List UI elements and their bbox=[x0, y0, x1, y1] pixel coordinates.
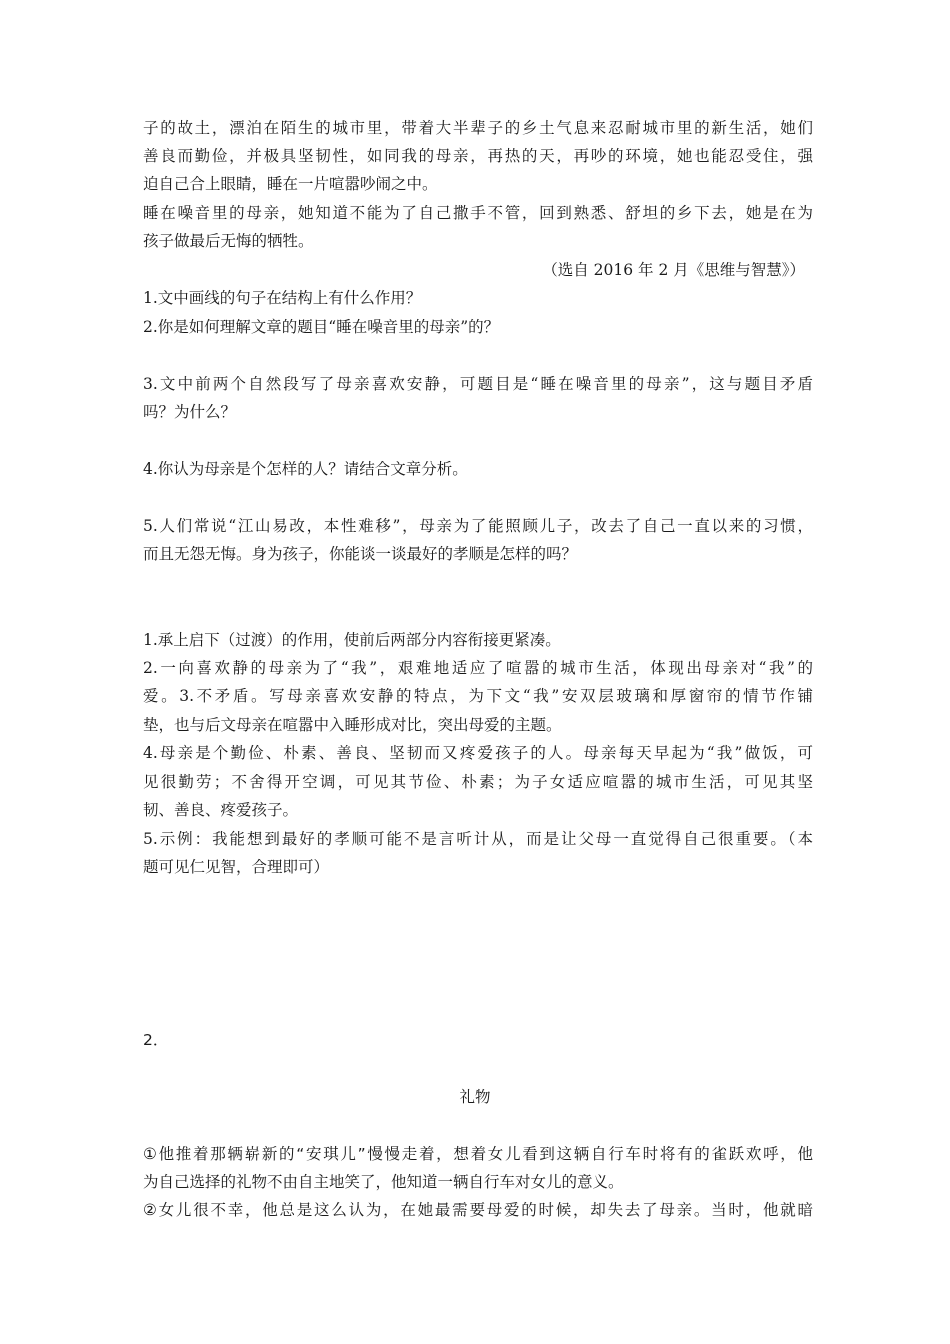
source-citation: （选自 2016 年 2 月《思维与智慧》） bbox=[542, 261, 805, 279]
answer-line: 韧、善良、疼爱孩子。 bbox=[143, 801, 299, 819]
answer-line: 4.母亲是个勤俭、朴素、善良、坚韧而又疼爱孩子的人。母亲每天早起为“我”做饭，可 bbox=[143, 744, 813, 762]
story-line: 为自己选择的礼物不由自主地笑了，他知道一辆自行车对女儿的意义。 bbox=[143, 1173, 624, 1191]
answer-line: 垫，也与后文母亲在喧嚣中入睡形成对比，突出母爱的主题。 bbox=[143, 716, 562, 734]
answer-line: 2.一向喜欢静的母亲为了“我”，艰难地适应了喧嚣的城市生活，体现出母亲对“我”的 bbox=[143, 659, 813, 677]
answer-line: 5.示例：我能想到最好的孝顺可能不是言听计从，而是让父母一直觉得自己很重要。（本 bbox=[143, 830, 813, 848]
question-3: 3.文中前两个自然段写了母亲喜欢安静，可题目是“睡在噪音里的母亲”，这与题目矛盾 bbox=[143, 375, 813, 393]
question-4: 4.你认为母亲是个怎样的人？请结合文章分析。 bbox=[143, 460, 468, 478]
question-2: 2.你是如何理解文章的题目“睡在噪音里的母亲”的？ bbox=[143, 318, 500, 336]
question-1: 1.文中画线的句子在结构上有什么作用？ bbox=[143, 289, 422, 307]
passage-line: 善良而勤俭，并极具坚韧性，如同我的母亲，再热的天，再吵的环境，她也能忍受住，强 bbox=[143, 147, 813, 165]
section-title: 礼物 bbox=[459, 1088, 491, 1106]
story-line: ①他推着那辆崭新的“安琪儿”慢慢走着，想着女儿看到这辆自行车时将有的雀跃欢呼，他 bbox=[143, 1145, 813, 1163]
answer-line: 题可见仁见智，合理即可） bbox=[143, 858, 330, 876]
passage-line: 迫自己合上眼睛，睡在一片喧嚣吵闹之中。 bbox=[143, 175, 438, 193]
question-5: 5.人们常说“江山易改，本性难移”，母亲为了能照顾儿子，改去了自己一直以来的习惯， bbox=[143, 517, 813, 535]
answer-line: 1.承上启下（过渡）的作用，使前后两部分内容衔接更紧凑。 bbox=[143, 631, 561, 649]
passage-line: 子的故土，漂泊在陌生的城市里，带着大半辈子的乡土气息来忍耐城市里的新生活，她们 bbox=[143, 119, 813, 137]
answer-line: 见很勤劳；不舍得开空调，可见其节俭、朴素；为子女适应喧嚣的城市生活，可见其坚 bbox=[143, 773, 813, 791]
section-number: 2． bbox=[143, 1031, 169, 1049]
story-line: ②女儿很不幸，他总是这么认为，在她最需要母爱的时候，却失去了母亲。当时，他就暗 bbox=[143, 1201, 813, 1219]
question-3-cont: 吗？为什么？ bbox=[143, 403, 237, 421]
passage-line: 睡在噪音里的母亲，她知道不能为了自己撒手不管，回到熟悉、舒坦的乡下去，她是在为 bbox=[143, 204, 813, 222]
answer-line: 爱。3.不矛盾。写母亲喜欢安静的特点，为下文“我”安双层玻璃和厚窗帘的情节作铺 bbox=[143, 687, 813, 705]
passage-line: 孩子做最后无悔的牺牲。 bbox=[143, 232, 314, 250]
question-5-cont: 而且无怨无悔。身为孩子，你能谈一谈最好的孝顺是怎样的吗？ bbox=[143, 545, 578, 563]
